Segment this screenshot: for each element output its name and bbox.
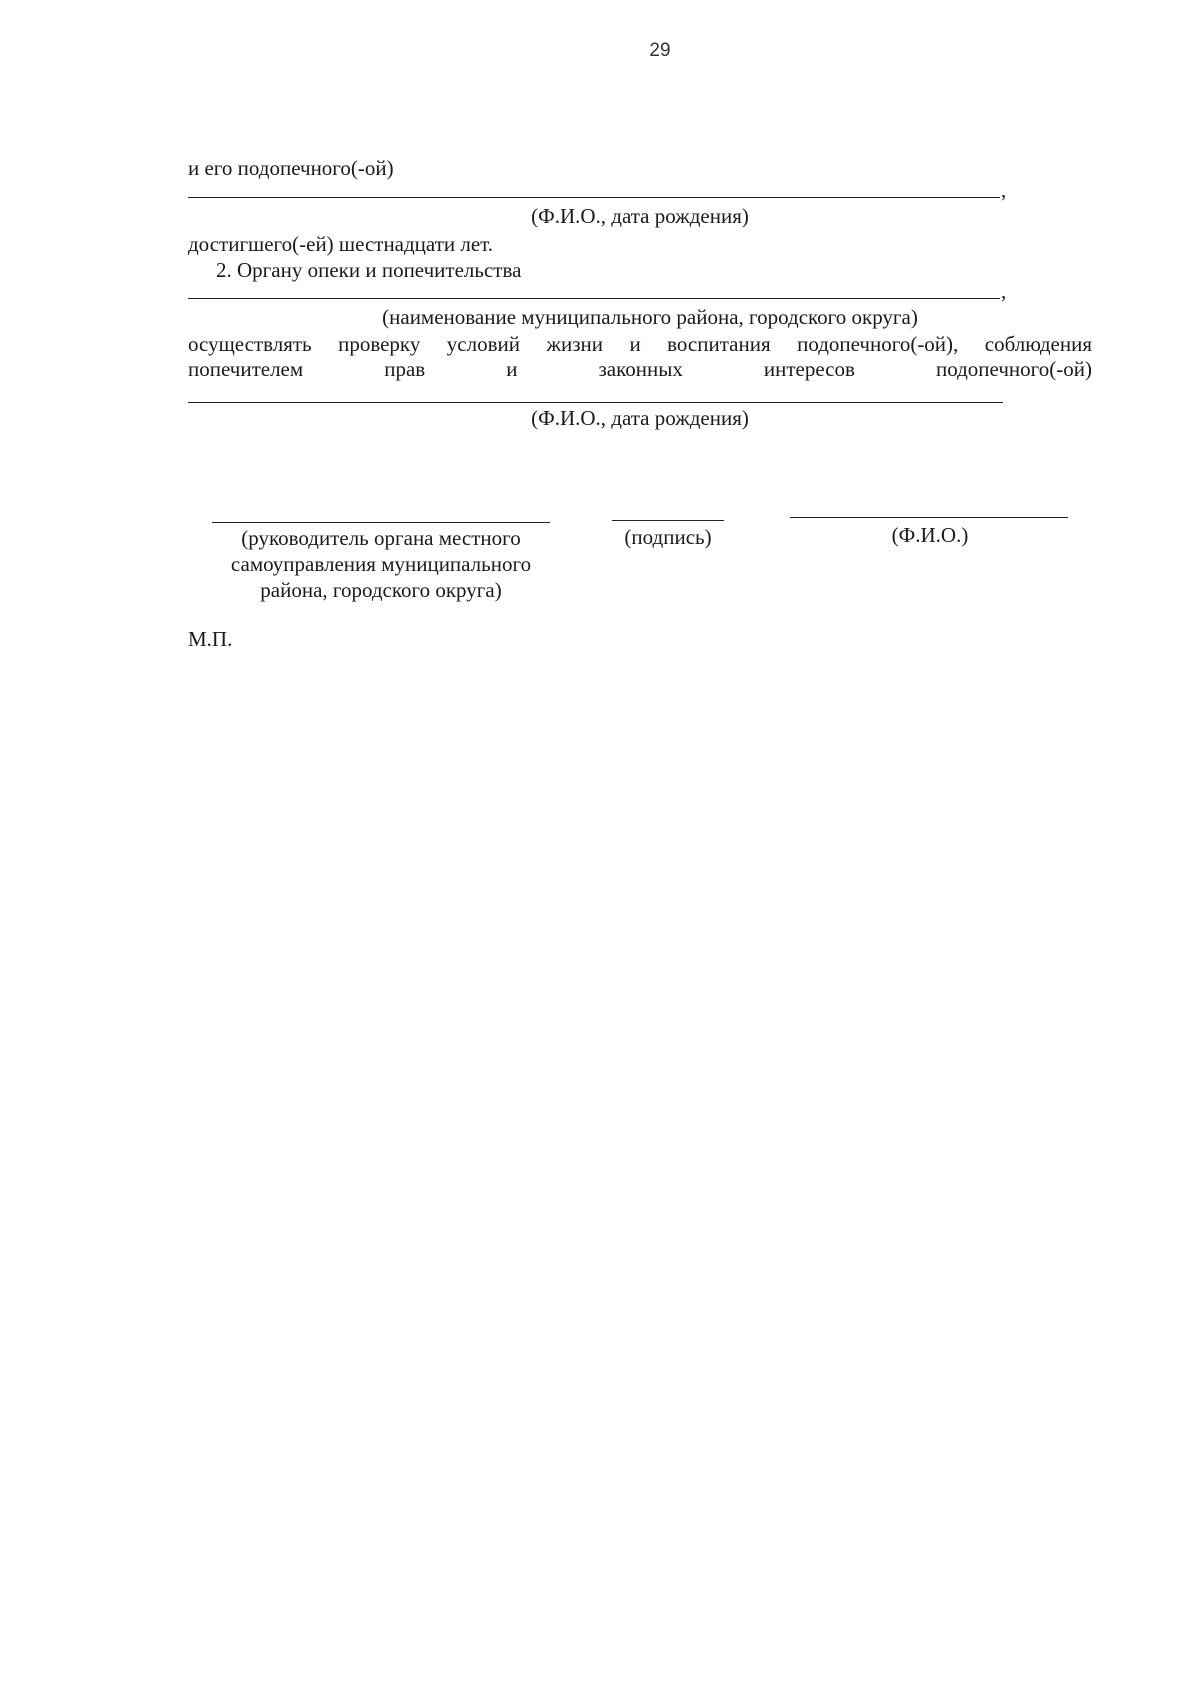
comma: ,: [1001, 279, 1007, 303]
ward-fio-caption: (Ф.И.О., дата рождения): [531, 204, 749, 228]
head-caption-line-3: района, городского округа): [260, 578, 502, 602]
signature-blank-line: [612, 520, 724, 521]
word: жизни: [546, 332, 603, 356]
word: подопечного(-ой): [935, 357, 1092, 381]
comma: ,: [1001, 178, 1007, 202]
word: осуществлять: [188, 332, 312, 356]
word: и: [629, 332, 641, 356]
organ-name-caption: (наименование муниципального района, городского округа): [382, 305, 918, 329]
head-signature-blank-line: [212, 522, 550, 523]
word: попечителем: [188, 357, 304, 381]
fio-blank-line: [790, 517, 1068, 518]
word: и: [506, 357, 518, 381]
page-number: 29: [649, 40, 671, 61]
ward-fio-caption-2: (Ф.И.О., дата рождения): [531, 406, 749, 430]
word: соблюдения: [984, 332, 1092, 356]
word: законных: [598, 357, 683, 381]
age-line: достигшего(-ей) шестнадцати лет.: [188, 232, 494, 256]
word: воспитания: [667, 332, 771, 356]
head-caption-line-2: самоуправления муниципального: [230, 552, 532, 576]
head-caption-line-1: (руководитель органа местного: [241, 526, 521, 550]
duty-text-line-1: [188, 332, 1092, 356]
ward-name-blank-line: [188, 197, 1000, 198]
duty-text-line-2: [188, 357, 1092, 381]
fio-caption: (Ф.И.О.): [891, 523, 969, 547]
ward-name-blank-line-2: [188, 402, 1003, 403]
word: условий: [446, 332, 520, 356]
word: прав: [384, 357, 426, 381]
ward-line: и его подопечного(-ой): [188, 156, 394, 180]
signature-caption: (подпись): [624, 525, 712, 549]
word: подопечного(-ой),: [797, 332, 959, 356]
word: интересов: [763, 357, 855, 381]
organ-name-blank-line: [188, 298, 1000, 299]
section-2-heading: 2. Органу опеки и попечительства: [216, 258, 522, 282]
stamp-place-label: М.П.: [188, 627, 233, 651]
word: проверку: [338, 332, 421, 356]
